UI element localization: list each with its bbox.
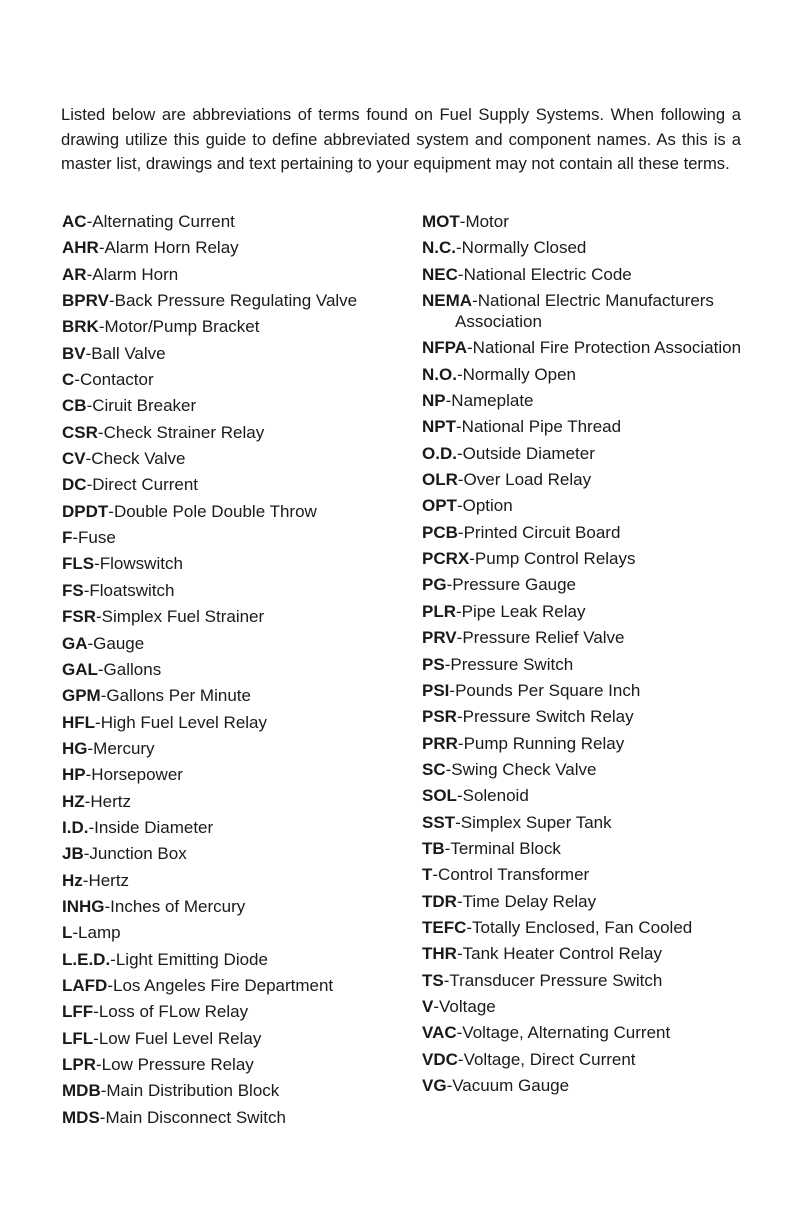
abbreviation-term: F: [62, 528, 73, 548]
abbreviation-term: OLR: [422, 470, 458, 490]
abbreviation-entry: [62, 316, 412, 337]
abbreviation-term: PG: [422, 575, 447, 595]
abbreviation-entry: [62, 290, 412, 311]
abbreviation-definition: -Loss of FLow Relay: [93, 1002, 249, 1022]
abbreviation-term: VG: [422, 1076, 447, 1095]
abbreviation-entry: [422, 654, 752, 675]
abbreviation-term: PCB: [422, 522, 458, 542]
abbreviation-entry: [62, 395, 412, 416]
abbreviation-entry: [62, 738, 412, 759]
abbreviation-term: VDC: [422, 1049, 458, 1069]
abbreviation-term: PSR: [422, 707, 457, 727]
abbreviation-definition: -Los Angeles Fire Department: [107, 975, 334, 995]
abbreviation-entry: [422, 1049, 752, 1070]
abbreviation-definition: -Alternating Current: [86, 212, 235, 231]
abbreviation-definition: -Motor/Pump Bracket: [98, 317, 260, 337]
abbreviation-definition: -Simplex Super Tank: [455, 812, 612, 832]
abbreviation-definition: -Low Pressure Relay: [96, 1055, 254, 1074]
abbreviation-term: MDS: [62, 1107, 100, 1127]
abbreviation-definition: -Vacuum Gauge: [446, 1076, 570, 1095]
abbreviation-term: NFPA: [422, 338, 468, 358]
abbreviation-entry: [422, 627, 752, 648]
abbreviation-entry: [422, 864, 752, 885]
abbreviation-entry: [62, 870, 412, 891]
abbreviation-term: FSR: [62, 607, 96, 627]
abbreviation-definition: -Alarm Horn: [86, 264, 179, 284]
abbreviation-term: CV: [62, 449, 86, 469]
abbreviation-term: TDR: [422, 891, 457, 911]
abbreviation-definition: -Totally Enclosed, Fan Cooled: [466, 917, 693, 937]
abbreviation-definition: -Swing Check Valve: [445, 759, 597, 779]
abbreviation-definition: -Double Pole Double Throw: [108, 501, 317, 521]
abbreviation-definition: -Check Valve: [85, 449, 186, 469]
abbreviation-definition: -Back Pressure Regulating Valve: [108, 291, 358, 311]
abbreviation-entry: [62, 211, 412, 232]
abbreviation-definition: -Voltage, Direct Current: [457, 1049, 636, 1069]
abbreviation-entry: [62, 448, 412, 469]
abbreviation-entry: [62, 1054, 412, 1075]
abbreviation-definition: -Pounds Per Square Inch: [449, 680, 641, 700]
abbreviation-term: PSI: [422, 680, 450, 700]
abbreviation-entry: [422, 522, 752, 543]
abbreviation-entry: [422, 917, 752, 938]
abbreviation-term: HP: [62, 765, 86, 785]
abbreviation-term: INHG: [62, 896, 105, 916]
abbreviation-term: PS: [422, 654, 445, 674]
abbreviation-term: N.C.: [422, 238, 456, 258]
abbreviation-term: PRR: [422, 733, 458, 753]
abbreviation-definition: -Pipe Leak Relay: [456, 601, 586, 621]
abbreviation-definition: -National Electric Code: [457, 264, 632, 284]
abbreviation-entry: [422, 706, 752, 727]
abbreviation-term: I.D.: [62, 817, 89, 837]
abbreviation-definition: -Pump Control Relays: [469, 549, 636, 569]
abbreviation-entry: [422, 548, 752, 569]
abbreviation-definition: -Gauge: [87, 633, 145, 653]
abbreviation-definition: -Outside Diameter: [456, 443, 595, 463]
abbreviation-entry: [62, 369, 412, 390]
abbreviation-entry: [62, 474, 412, 495]
intro-paragraph: Listed below are abbreviations of terms found on Fuel Supply Systems. When following a drawing utilize this guide to define abbreviated system and component names. As this is a master list, drawings and text pertaining to your equipment may not contain all these terms.: [61, 105, 741, 173]
abbreviation-term: CSR: [62, 422, 98, 442]
abbreviation-definition: -Option: [456, 496, 513, 516]
abbreviation-definition: -Junction Box: [83, 844, 187, 864]
abbreviation-term: HG: [62, 738, 88, 758]
abbreviation-term: TB: [422, 838, 445, 858]
abbreviation-term: C: [62, 370, 75, 390]
abbreviation-entry: [422, 264, 752, 285]
abbreviation-entry: [62, 527, 412, 548]
abbreviation-definition: -Voltage, Alternating Current: [456, 1023, 671, 1043]
abbreviation-definition: -Normally Open: [456, 364, 576, 384]
abbreviation-definition: -Fuse: [72, 528, 116, 548]
abbreviation-definition: -Transducer Pressure Switch: [443, 970, 663, 990]
abbreviation-entry: [62, 264, 412, 285]
abbreviation-entry: [422, 211, 752, 232]
abbreviation-term: TEFC: [422, 917, 467, 937]
abbreviation-term: HFL: [62, 712, 96, 732]
abbreviation-term: AC: [62, 212, 87, 231]
abbreviation-entry: [62, 922, 412, 943]
abbreviation-entry: [422, 1022, 752, 1043]
abbreviation-term: NEMA: [422, 291, 473, 311]
abbreviation-entry: [62, 343, 412, 364]
abbreviation-definition: -Over Load Relay: [457, 470, 592, 490]
abbreviation-term: T: [422, 865, 433, 885]
abbreviation-definition: -Mercury: [87, 738, 155, 758]
abbreviation-definition: -Hertz: [82, 870, 130, 890]
abbreviation-term: BPRV: [62, 291, 109, 311]
abbreviation-term: THR: [422, 944, 457, 964]
abbreviation-entry: [422, 337, 752, 358]
abbreviation-entry: [422, 237, 752, 258]
abbreviation-definition: -Terminal Block: [444, 838, 561, 858]
abbreviation-definition: -National Fire Protection Association: [467, 338, 742, 358]
abbreviation-term: N.O.: [422, 364, 457, 384]
abbreviation-entry: [62, 237, 412, 258]
abbreviation-entry: [62, 712, 412, 733]
abbreviation-entry: [422, 680, 752, 701]
abbreviation-definition: -Inside Diameter: [88, 817, 214, 837]
abbreviation-entry: [422, 891, 752, 912]
abbreviation-definition: -Gallons: [97, 659, 162, 679]
abbreviation-entry: [422, 443, 752, 464]
abbreviation-term: O.D.: [422, 443, 457, 463]
abbreviation-definition: -Pressure Gauge: [446, 575, 577, 595]
abbreviation-term: FLS: [62, 554, 95, 574]
abbreviation-definition: -Horsepower: [85, 765, 183, 785]
abbreviation-entry: [422, 785, 752, 806]
abbreviation-entry: [62, 501, 412, 522]
abbreviation-entry: [62, 553, 412, 574]
abbreviation-term: NEC: [422, 264, 458, 284]
abbreviation-definition: -Tank Heater Control Relay: [456, 944, 662, 964]
abbreviation-term: DPDT: [62, 501, 109, 521]
abbreviation-definition: -Contactor: [74, 370, 154, 390]
abbreviation-term: JB: [62, 844, 84, 864]
abbreviation-term: LFL: [62, 1028, 94, 1048]
abbreviation-definition: -Ball Valve: [85, 343, 166, 363]
abbreviation-entry: [422, 364, 752, 385]
abbreviation-definition: -Pressure Relief Valve: [456, 628, 625, 648]
abbreviation-entry: [422, 574, 752, 595]
abbreviation-definition: -Pressure Switch: [444, 654, 574, 674]
abbreviation-definition: -Inches of Mercury: [104, 896, 246, 916]
abbreviation-entry: [62, 817, 412, 838]
abbreviation-definition: -Flowswitch: [94, 554, 183, 574]
abbreviation-term: HZ: [62, 791, 85, 811]
abbreviation-definition: -Gallons Per Minute: [100, 686, 251, 706]
abbreviation-definition: -Main Disconnect Switch: [99, 1107, 286, 1127]
abbreviation-entry: [422, 733, 752, 754]
abbreviation-term: LFF: [62, 1002, 94, 1022]
abbreviation-entry: [422, 601, 752, 622]
abbreviation-term: AHR: [62, 238, 99, 258]
abbreviation-term: MDB: [62, 1081, 101, 1101]
abbreviation-definition: -National Electric Manufacturers Association: [455, 291, 714, 332]
abbreviation-term: V: [422, 996, 434, 1016]
abbreviation-term: GA: [62, 633, 88, 653]
abbreviation-term: BRK: [62, 317, 99, 337]
abbreviation-definition: -Hertz: [84, 791, 131, 811]
abbreviation-entry: [62, 422, 412, 443]
abbreviation-definition: -Floatswitch: [83, 580, 175, 600]
abbreviation-entry: [62, 896, 412, 917]
abbreviation-entry: [422, 943, 752, 964]
abbreviation-entry: [422, 290, 752, 332]
abbreviation-definition: -Alarm Horn Relay: [98, 238, 239, 258]
abbreviation-term: MOT: [422, 212, 460, 231]
abbreviation-term: L: [62, 923, 73, 943]
abbreviation-term: AR: [62, 264, 87, 284]
abbreviation-definition: -Lamp: [72, 923, 121, 943]
abbreviation-definition: -Pump Running Relay: [457, 733, 625, 753]
abbreviation-definition: -Main Distribution Block: [100, 1081, 280, 1101]
abbreviation-entry: [62, 1028, 412, 1049]
abbreviation-definition: -National Pipe Thread: [456, 417, 622, 437]
abbreviation-term: BV: [62, 343, 86, 363]
abbreviation-entry: [422, 469, 752, 490]
abbreviation-definition: -Low Fuel Level Relay: [93, 1028, 262, 1048]
abbreviation-term: GAL: [62, 659, 98, 679]
abbreviation-definition: -Normally Closed: [456, 238, 587, 258]
abbreviation-entry: [422, 970, 752, 991]
abbreviation-entry: [422, 495, 752, 516]
abbreviation-definition: -Check Strainer Relay: [97, 422, 265, 442]
abbreviation-term: OPT: [422, 496, 457, 516]
abbreviation-term: PLR: [422, 601, 456, 621]
abbreviation-entry: [62, 1107, 412, 1128]
abbreviation-term: L.E.D.: [62, 949, 111, 969]
abbreviation-entry: [422, 759, 752, 780]
abbreviation-term: SOL: [422, 786, 457, 806]
abbreviation-term: LPR: [62, 1055, 96, 1074]
abbreviation-definition: -High Fuel Level Relay: [95, 712, 268, 732]
abbreviation-entry: [422, 812, 752, 833]
abbreviation-entry: [62, 1001, 412, 1022]
abbreviation-entry: [422, 416, 752, 437]
abbreviation-definition: -Motor: [459, 212, 509, 231]
abbreviation-list-right: [422, 211, 752, 1101]
abbreviation-entry: [422, 390, 752, 411]
abbreviation-term: PRV: [422, 628, 457, 648]
abbreviation-definition: -Simplex Fuel Strainer: [96, 607, 265, 627]
abbreviation-term: DC: [62, 475, 87, 495]
abbreviation-term: FS: [62, 580, 84, 600]
abbreviation-definition: -Nameplate: [445, 391, 534, 411]
abbreviation-entry: [422, 838, 752, 859]
abbreviation-entry: [62, 606, 412, 627]
abbreviation-entry: [62, 764, 412, 785]
abbreviation-entry: [62, 843, 412, 864]
abbreviation-definition: -Time Delay Relay: [456, 891, 597, 911]
abbreviation-definition: -Printed Circuit Board: [457, 522, 621, 542]
abbreviation-term: GPM: [62, 686, 101, 706]
abbreviation-term: TS: [422, 970, 444, 990]
abbreviation-term: PCRX: [422, 549, 470, 569]
abbreviation-term: Hz: [62, 870, 83, 890]
abbreviation-entry: [62, 949, 412, 970]
abbreviation-list-left: [62, 211, 412, 1133]
abbreviation-entry: [422, 1075, 752, 1096]
abbreviation-entry: [62, 659, 412, 680]
abbreviation-entry: [62, 633, 412, 654]
abbreviation-entry: [62, 791, 412, 812]
abbreviation-entry: [62, 685, 412, 706]
abbreviation-definition: -Direct Current: [86, 475, 199, 495]
abbreviation-definition: -Solenoid: [456, 786, 529, 806]
abbreviation-definition: -Voltage: [433, 996, 496, 1016]
abbreviation-definition: -Light Emitting Diode: [110, 949, 268, 969]
abbreviation-term: LAFD: [62, 975, 108, 995]
abbreviation-entry: [62, 975, 412, 996]
abbreviation-term: CB: [62, 396, 87, 416]
abbreviation-term: VAC: [422, 1023, 457, 1043]
abbreviation-entry: [62, 580, 412, 601]
abbreviation-term: SC: [422, 759, 446, 779]
abbreviation-entry: [62, 1080, 412, 1101]
abbreviation-entry: [422, 996, 752, 1017]
abbreviation-term: NP: [422, 391, 446, 411]
abbreviation-definition: -Pressure Switch Relay: [456, 707, 634, 727]
abbreviation-term: NPT: [422, 417, 456, 437]
abbreviation-term: SST: [422, 812, 456, 832]
abbreviation-definition: -Ciruit Breaker: [86, 396, 197, 416]
abbreviation-definition: -Control Transformer: [432, 865, 590, 885]
